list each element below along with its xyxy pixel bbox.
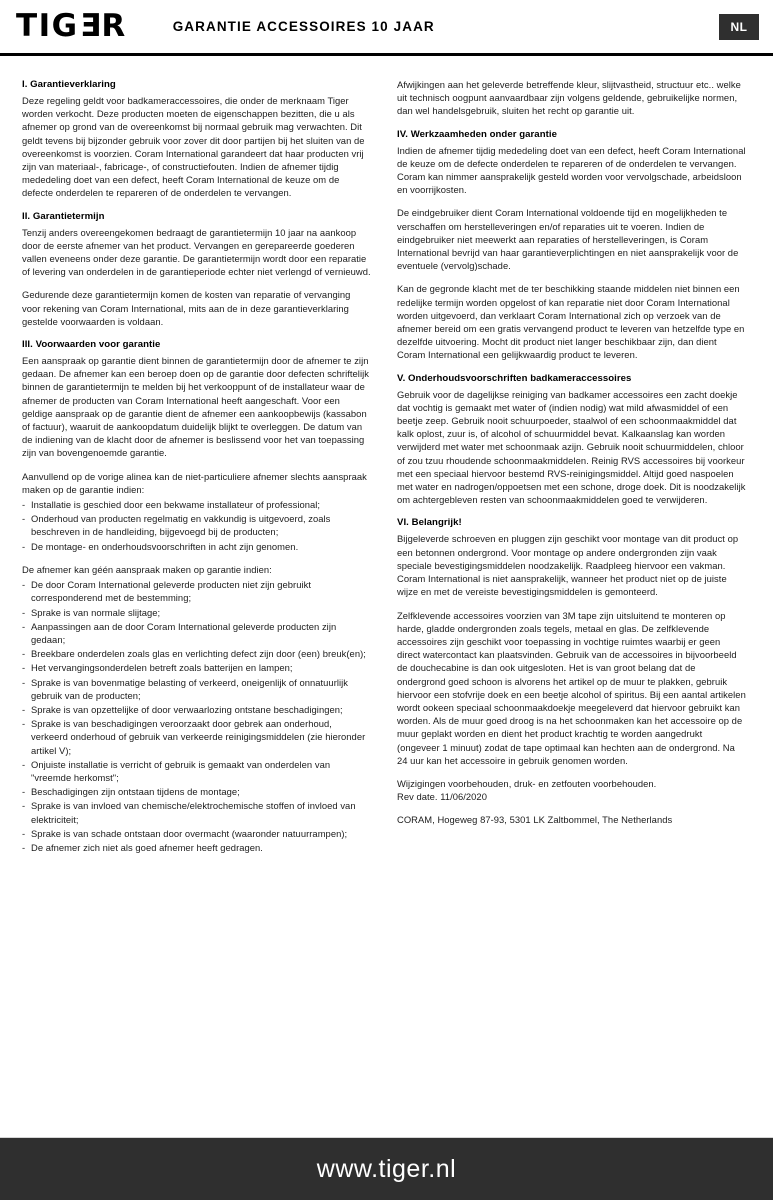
list-item: - Sprake is van invloed van chemische/elektrochemische stoffen of invloed van elektriciteit; [22,799,371,825]
list-item: - Breekbare onderdelen zoals glas en verlichting defect zijn door (een) breuk(en); [22,647,371,660]
logo-text-part1: TIG [16,8,79,44]
list-item: - Onderhoud van producten regelmatig en vakkundig is uitgevoerd, zoals beschreven in de handleiding, bijgevoegd bij de producten; [22,512,371,538]
section-heading-1: I. Garantieverklaring [22,79,116,90]
section-heading-6: VI. Belangrijk! [397,517,462,529]
company-address: CORAM, Hogeweg 87-93, 5301 LK Zaltbommel, The Netherlands [397,814,673,826]
footer-bar [0,1138,773,1200]
section-1-paragraph: Deze regeling geldt voor badkameraccessoires, die onder de merknaam Tiger worden verkocht. Deze producten moeten de eigenschappen bezitten, die u als afnemer op grond van de overeenkomst bij normaal gebruik mag verwachten. Dit geldt tevens bij bijzonder gebruik voor zover dit door partijen bij het sluiten van de overeenkomst is voorzien. Coram International garandeert dat haar producten vrij zijn van materiaal-, fabricage-, of constructiefouten. Indien de afnemer tijdig mededeling doet van een defect, heeft Coram International de keuze om de defecte onderdelen te repareren of de onderdelen te vervangen. [22,95,365,199]
left-column [22,78,371,1116]
section-heading-5: V. Onderhoudsvoorschriften badkameraccessoires [397,372,632,384]
logo-mirrored-letter: E [78,8,102,44]
list-item: - Aanpassingen aan de door Coram International geleverde producten zijn gedaan; [22,620,371,646]
section-3-paragraph-1: Een aanspraak op garantie dient binnen de garantietermijn door de afnemer te zijn gedaan. De afnemer kan een beroep doen op de garantie door defecten schriftelijk binnen de garantietermijn te melden bij het verkooppunt of de installateur waar de afnemer de producten van Coram International heeft aangeschaft. Voor een geldige aanspraak op de garantie dient de afnemer een aankoopbewijs (kassabon of factuur), waaruit de aankoopdatum duidelijk blijkt te overleggen. De datum van de indiening van de klacht door de afnemer is beslissend voor het van toepassing zijn van bovengenoemde garantie. [22,355,369,459]
document-body [0,56,773,1116]
disclaimer-text [397,777,746,803]
list-item: - Sprake is van schade ontstaan door overmacht (waaronder natuurrampen); [22,827,371,840]
section-heading-4: IV. Werkzaamheden onder garantie [397,128,557,140]
section-4-paragraph-3: Kan de gegronde klacht met de ter beschikking staande middelen niet binnen een redelijke termijn worden opgelost of kan reparatie niet door Coram International worden uitgevoerd, dan verklaart Coram International zich op verzoek van de afnemer bereid om een gratis vervangend product te leveren van hetzelfde type en dezelfde uitvoering. Mocht dit product niet langer beschikbaar zijn, dan dient Coram International een gelijkwaardig product te leveren. [397,283,745,361]
section-heading-2: II. Garantietermijn [22,210,105,222]
section-5-paragraph-1: Gebruik voor de dagelijkse reiniging van badkamer accessoires een zacht doekje dat vochtig is gemaakt met water of (indien nodig) wat mild afwasmiddel of een beetje zeep. Gebruik nooit schuurpoeder, staalwol of een schoonmaakmiddel dat kalk oplost, zuur is, of alcohol of schuurmiddel bevat. Kalkaanslag kan worden verwijderd met water met schoonmaak azijn. Gebruik nooit schuurmiddelen, chloor of zou tzuu rhoudende schoonmaakmiddelen. Reinig RVS accessoires bij voorkeur met een speciaal hiervoor bestemd RVS-reinigingsmiddel. Altijd goed naspoelen met water en nadrogen/oppoetsen met een schone, droge doek. Dit is noodzakelijk om achtergebleven resten van schoonmaakmiddelen goed te verwijderen. [397,388,746,506]
section-6-paragraph-1: Bijgeleverde schroeven en pluggen zijn geschikt voor montage van dit product op een betonnen ondergrond. Voor montage op andere ondergronden zijn vaak speciale bevestigingsmiddelen noodzakelijk. Raadpleeg hiervoor een vakman. Coram International is niet aansprakelijk, wanneer het product niet op de juiste wijze en met de vereiste bevestigingsmiddelen is gemonteerd. [397,533,739,598]
conditions-list-excluded [22,578,371,854]
document-header [0,0,773,56]
revision-date: Rev date. 11/06/2020 [397,791,487,803]
section-3-paragraph-2: Aanvullend op de vorige alinea kan de niet-particuliere afnemer slechts aanspraak maken op de garantie indien: [22,470,367,495]
list-item: - Sprake is van opzettelijke of door verwaarlozing ontstane beschadigingen; [22,703,371,716]
page-title: GARANTIE ACCESSOIRES 10 JAAR [172,19,435,34]
list-item: - De montage- en onderhoudsvoorschriften in acht zijn genomen. [22,540,371,553]
list-item: - De door Coram International geleverde producten niet zijn gebruikt corresponderend met de bestemming; [22,578,371,604]
disclaimer-line-1: Wijzigingen voorbehouden, druk- en zetfouten voorbehouden. [397,777,657,789]
right-column [397,78,746,1116]
list-item: - Sprake is van normale slijtage; [22,606,371,619]
language-badge: NL [719,14,759,40]
logo-text-part2: R [101,8,127,44]
section-2-paragraph-1: Tenzij anders overeengekomen bedraagt de garantietermijn 10 jaar na aankoop door de eerste afnemer van het product. Vervangen en gerepareerde goederen vallen eveneens onder deze garantie. De garantietermijn wordt door een reparatie of levering van onderdelen in de garantieperiode echter niet verlengd of vernieuwd. [22,226,371,278]
list-item: - Sprake is van bovenmatige belasting of verkeerd, oneigenlijk of onnatuurlijk gebruik van de producten; [22,676,371,702]
section-4-paragraph-2: De eindgebruiker dient Coram International voldoende tijd en mogelijkheden te verschaffen om herstelleveringen en/of reparaties uit te voeren. Indien de eindgebruiker niet meewerkt aan reparaties of herstelleveringen, is Coram International bevrijd van haar garantieverplichtingen en niet aansprakelijk voor de eventuele (vervolg)schade. [397,207,739,272]
continuation-paragraph: Afwijkingen aan het geleverde betreffende kleur, slijtvastheid, structuur etc.. welke uit technisch oogpunt aanvaardbaar zijn volgens geldende, gebruikelijke normen, dan wel handelsgebruik, sluiten het recht op garantie uit. [397,79,741,117]
list-item: - De afnemer zich niet als goed afnemer heeft gedragen. [22,841,371,854]
conditions-list-eligible [22,498,371,553]
section-heading-3: III. Voorwaarden voor garantie [22,339,161,351]
list-item: - Installatie is geschied door een bekwame installateur of professional; [22,498,371,511]
website-url[interactable]: www.tiger.nl [316,1154,457,1183]
section-4-paragraph-1: Indien de afnemer tijdig mededeling doet van een defect, heeft Coram International de keuze om de defecte onderdelen te repareren of de onderdelen te vervangen. Coram kan nimmer aansprakelijk gesteld worden voor vervolgschade, arbeidsloon en voorrijkosten. [397,144,746,196]
tiger-logo [16,8,127,44]
section-6-paragraph-2: Zelfklevende accessoires voorzien van 3M tape zijn uitsluitend te monteren op harde, gladde ondergronden zoals tegels, metaal en glas. De zelfklevende accessoires zijn geschikt voor toepassing in vochtige ruimtes waarbij er geen direct watercontact kan plaatsvinden. Gebruik van de accessoires in bijvoorbeeld de douchecabine is dan ook uitgesloten. Het is van groot belang dat de ondergrond goed schoon is alvorens het artikel op de muur te plakken, gebruik hiervoor een stofvrije doek en een beetje alcohol of spiritus. Bij een aantal artikelen wordt ookeen speciaal schoonmaakdoekje meegeleverd dat hiervoor gebruikt kan worden. Als de muur goed droog is na het schoonmaken kan het accessoire op de muur geplakt worden en dient het product krachtig te worden aangedrukt (ongeveer 1 minuut) zodat de tape optimaal kan hechten aan de ondergrond. Na 24 uur kan het accessoire in gebruik genomen worden. [397,609,746,766]
section-3-paragraph-3: De afnemer kan géén aanspraak maken op garantie indien: [22,563,272,575]
list-item: - Onjuiste installatie is verricht of gebruik is gemaakt van onderdelen van "vreemde herkomst"; [22,758,371,784]
list-item: - Het vervangingsonderdelen betreft zoals batterijen en lampen; [22,661,371,674]
section-2-paragraph-2: Gedurende deze garantietermijn komen de kosten van reparatie of vervanging voor rekening van Coram International, mits aan de in deze garantieverklaring gestelde voorwaarden is voldaan. [22,289,351,327]
list-item: - Sprake is van beschadigingen veroorzaakt door gebrek aan onderhoud, verkeerd onderhoud of gebruik van verkeerde reinigingsmiddelen (zie hieronder artikel V); [22,717,371,757]
list-item: - Beschadigingen zijn ontstaan tijdens de montage; [22,785,371,798]
